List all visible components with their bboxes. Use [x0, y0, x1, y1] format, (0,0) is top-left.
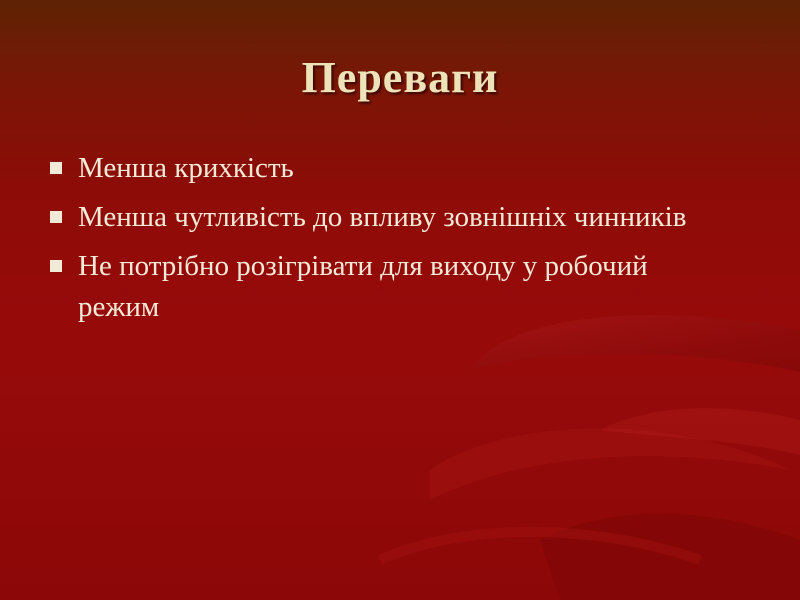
bullet-item — [48, 197, 688, 238]
slide-title: Переваги — [301, 53, 499, 102]
square-bullet-icon — [50, 211, 62, 223]
bullet-text: Не потрібно розігрівати для виходу у робочий режим — [78, 250, 648, 323]
bullet-item — [48, 148, 688, 189]
bullet-item — [48, 246, 688, 328]
bullet-text: Менша крихкість — [78, 152, 294, 184]
square-bullet-icon — [50, 162, 62, 174]
square-bullet-icon — [50, 260, 62, 272]
bullet-list — [48, 148, 688, 336]
bullet-text: Менша чутливість до впливу зовнішніх чинників — [78, 201, 687, 233]
